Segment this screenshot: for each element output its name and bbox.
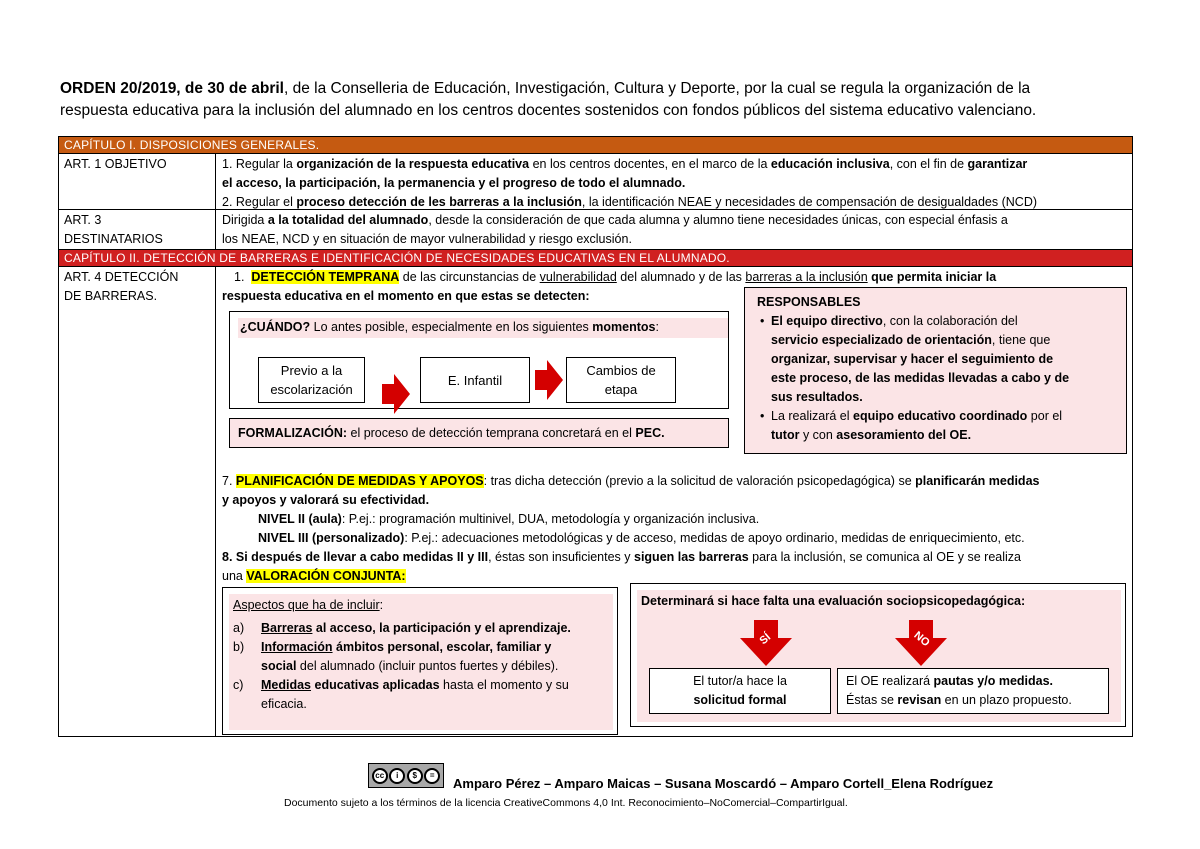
art4-content — [216, 267, 1132, 736]
aspectos-box — [222, 587, 618, 735]
art3-row — [59, 210, 1132, 250]
footer-authors: Amparo Pérez – Amparo Maicas – Susana Moscardó – Amparo Cortell_Elena Rodríguez — [453, 776, 994, 791]
art1-content: 1. Regular la organización de la respuesta educativa en los centros docentes, en el marco de la educación inclusiva, con el fin de garantizar el acceso, la participación, la permanencia y el progreso de todo el alumnado. 2. Regular el proceso detección de les barreras a la inclusión, la identificación NEAE y necesidades de compensación de desigualdades (NCD) — [222, 157, 1038, 209]
page-title — [60, 78, 1140, 122]
title-line2: respuesta educativa para la inclusión del alumnado en los centros docentes sostenidos con fondos públicos del sistema educativo valenciano. — [60, 102, 1037, 119]
no-arrow-icon — [895, 620, 947, 666]
si-arrow-icon — [740, 620, 792, 666]
svg-text:SÍ: SÍ — [757, 631, 774, 648]
tutor-solicitud-box: El tutor/a hace la solicitud formal — [649, 668, 831, 714]
determinara-content: Determinará si hace falta una evaluación sociopsicopedagógica: SÍ NO El tutor/a hace la solicitud formal El OE realizará pautas y/o medidas. Éstas se revisan en un plazo propuesto. — [637, 590, 1121, 722]
art3-content: Dirigida a la totalidad del alumnado, desde la consideración de que cada alumna y alumno tiene necesidades únicas, con especial énfasis a los NEAE, NCD y en situación de mayor vulnerabilidad y riesgo exclusión. — [222, 213, 1008, 246]
chapter1-row — [59, 137, 1132, 154]
footer-license: Documento sujeto a los términos de la licencia CreativeCommons 4,0 Int. Reconocimiento–NoComercial–CompartirIgual. — [284, 797, 848, 809]
title-rest: , de la Conselleria de Educación, Investigación, Cultura y Deporte, por la cual se regula la organización de la — [284, 80, 1031, 97]
flow-step-infantil: E. Infantil — [420, 357, 530, 403]
chapter2-row — [59, 250, 1132, 267]
title-bold: ORDEN 20/2019, de 30 de abril — [60, 80, 284, 97]
flow-step-previo: Previo a la escolarización — [258, 357, 365, 403]
flow-step-cambios: Cambios de etapa — [566, 357, 676, 403]
chapter2-heading: CAPÍTULO II. DETECCIÓN DE BARRERAS E IDENTIFICACIÓN DE NECESIDADES EDUCATIVAS EN EL ALUMNADO. — [59, 250, 1132, 266]
art4-row — [59, 267, 1132, 736]
item1-text: 1. DETECCIÓN TEMPRANA de las circunstancias de vulnerabilidad del alumnado y de las barreras a la inclusión que permita iniciar la — [234, 270, 997, 284]
svg-text:NO: NO — [911, 629, 932, 650]
chapter1-heading: CAPÍTULO I. DISPOSICIONES GENERALES. — [59, 137, 1132, 153]
cc-license-logo: cc i $ = — [368, 763, 444, 788]
oe-pautas-box: El OE realizará pautas y/o medidas. Éstas se revisan en un plazo propuesto. — [837, 668, 1109, 714]
cuando-header: ¿CUÁNDO? Lo antes posible, especialmente en los siguientes momentos: — [238, 318, 728, 338]
art1-row — [59, 154, 1132, 210]
item1-text-2: respuesta educativa en el momento en que estas se detecten: — [222, 289, 590, 303]
art4-label: ART. 4 DETECCIÓN DE BARRERAS. — [59, 267, 216, 736]
art3-label: ART. 3 DESTINATARIOS — [59, 210, 216, 249]
formalizacion-box: FORMALIZACIÓN: el proceso de detección temprana concretará en el PEC. — [229, 418, 729, 448]
aspectos-content: Aspectos que ha de incluir: a) Barreras al acceso, la participación y el aprendizaje. b) Información ámbitos personal, escolar, familiar y social del alumnado (incluir puntos fuertes y débiles). c) Medidas educativas aplicadas hasta el momento y su eficacia. — [229, 594, 613, 730]
cuando-box — [229, 311, 729, 409]
determinara-box — [630, 583, 1126, 727]
art1-label: ART. 1 OBJETIVO — [59, 154, 216, 209]
item7-text: 7. PLANIFICACIÓN DE MEDIDAS Y APOYOS: tras dicha detección (previo a la solicitud de valoración psicopedagógica) se planificarán medidas y apoyos y valorará su efectividad. NIVEL II (aula): P.ej.: programación multinivel, DUA, metodología y organización inclusiva. NIVEL III (personalizado): P.ej.: adecuaciones metodológicas y de acceso, medidas de apoyo ordinario, medidas de enriquecimiento, etc. 8. Si después de llevar a cabo medidas II y III, éstas son insuficientes y siguen las barreras para la inclusión, se comunica al OE y se realiza una VALORACIÓN CONJUNTA: — [222, 474, 1040, 583]
responsables-box: RESPONSABLES • El equipo directivo, con la colaboración del servicio especializado de orientación, tiene que organizar, supervisar y hacer el seguimiento de este proceso, de las medidas llevadas a cabo y de sus resultados. • La realizará el equipo educativo coordinado por el tutor y con asesoramiento del OE. — [744, 287, 1127, 454]
summary-table — [58, 136, 1133, 737]
